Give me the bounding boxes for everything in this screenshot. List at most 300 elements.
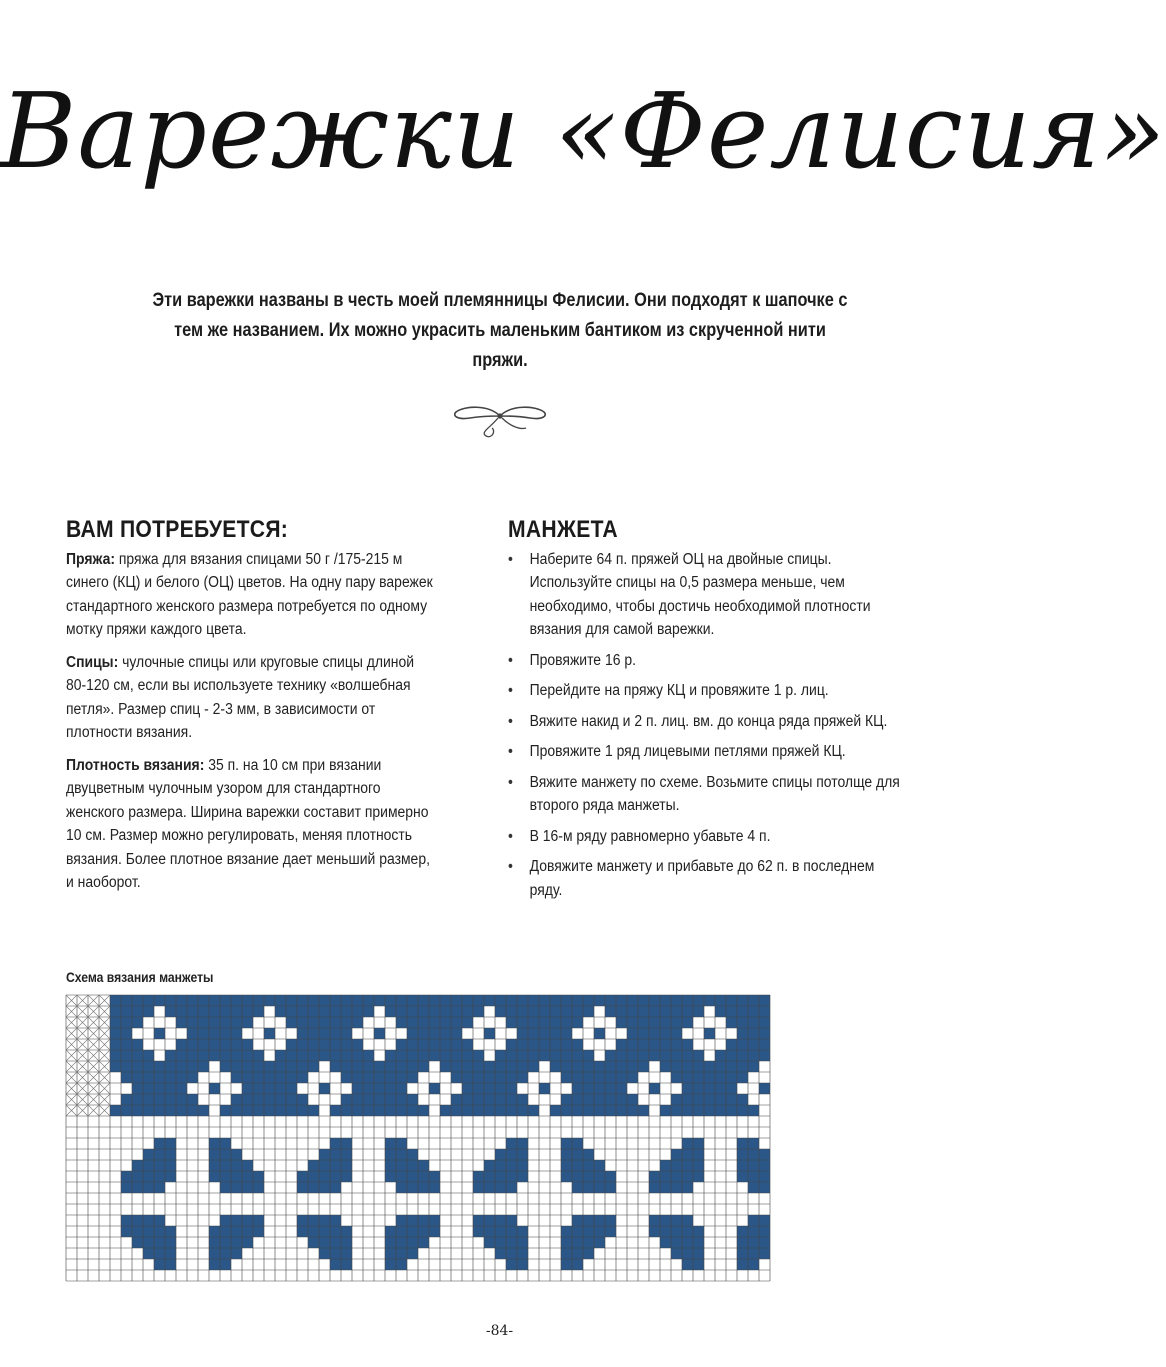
- chart-stitch: [517, 1083, 528, 1094]
- chart-stitch: [748, 1006, 759, 1017]
- chart-stitch: [407, 1226, 418, 1237]
- chart-stitch: [132, 1039, 143, 1050]
- chart-stitch: [649, 1083, 660, 1094]
- chart-stitch: [374, 1072, 385, 1083]
- chart-stitch: [594, 1160, 605, 1171]
- chart-stitch: [748, 1237, 759, 1248]
- chart-stitch: [187, 1028, 198, 1039]
- chart-stitch: [176, 1050, 187, 1061]
- chart-stitch: [704, 1017, 715, 1028]
- chart-stitch: [275, 1105, 286, 1116]
- chart-stitch: [198, 1105, 209, 1116]
- chart-stitch: [165, 1160, 176, 1171]
- chart-stitch: [451, 1017, 462, 1028]
- chart-stitch: [715, 1061, 726, 1072]
- chart-stitch: [352, 1039, 363, 1050]
- chart-stitch: [638, 1028, 649, 1039]
- chart-stitch: [352, 1105, 363, 1116]
- chart-stitch: [737, 1105, 748, 1116]
- chart-stitch: [110, 1061, 121, 1072]
- chart-stitch: [264, 1006, 275, 1017]
- chart-stitch: [407, 1017, 418, 1028]
- chart-stitch: [715, 1072, 726, 1083]
- chart-stitch: [660, 1006, 671, 1017]
- chart-stitch: [363, 1017, 374, 1028]
- chart-stitch: [539, 1094, 550, 1105]
- chart-stitch: [704, 1061, 715, 1072]
- chart-stitch: [605, 1072, 616, 1083]
- chart-stitch: [308, 1017, 319, 1028]
- chart-stitch: [341, 1050, 352, 1061]
- chart-stitch: [132, 1105, 143, 1116]
- chart-stitch: [209, 1017, 220, 1028]
- chart-stitch: [473, 1105, 484, 1116]
- chart-stitch: [132, 1028, 143, 1039]
- chart-stitch: [682, 1138, 693, 1149]
- chart-stitch: [308, 1105, 319, 1116]
- chart-stitch: [308, 995, 319, 1006]
- chart-stitch: [583, 1160, 594, 1171]
- gauge-label: Плотность вязания:: [66, 756, 205, 774]
- chart-stitch: [660, 1072, 671, 1083]
- chart-stitch: [561, 995, 572, 1006]
- chart-stitch: [737, 1138, 748, 1149]
- chart-stitch: [638, 1006, 649, 1017]
- chart-stitch: [693, 1171, 704, 1182]
- chart-stitch: [220, 1083, 231, 1094]
- chart-stitch: [660, 1039, 671, 1050]
- chart-stitch: [154, 1017, 165, 1028]
- chart-stitch: [528, 1105, 539, 1116]
- chart-stitch: [715, 1039, 726, 1050]
- cuff-step: • Перейдите на пряжу КЦ и провяжите 1 р. лиц.: [508, 679, 908, 703]
- chart-stitch: [671, 1248, 682, 1259]
- chart-stitch: [462, 1039, 473, 1050]
- chart-stitch: [506, 1237, 517, 1248]
- chart-stitch: [176, 1083, 187, 1094]
- chart-stitch: [110, 1105, 121, 1116]
- chart-stitch: [253, 1094, 264, 1105]
- chart-stitch: [407, 1094, 418, 1105]
- chart-stitch: [143, 1105, 154, 1116]
- chart-stitch: [209, 1149, 220, 1160]
- chart-stitch: [231, 1094, 242, 1105]
- chart-stitch: [253, 1083, 264, 1094]
- chart-stitch: [627, 1028, 638, 1039]
- chart-stitch: [242, 1171, 253, 1182]
- chart-stitch: [418, 1215, 429, 1226]
- chart-stitch: [154, 1050, 165, 1061]
- chart-stitch: [154, 1226, 165, 1237]
- chart-stitch: [132, 1094, 143, 1105]
- chart-stitch: [187, 1039, 198, 1050]
- chart-stitch: [671, 1160, 682, 1171]
- chart-stitch: [330, 1248, 341, 1259]
- needles-label: Спицы:: [66, 653, 119, 671]
- chart-stitch: [297, 995, 308, 1006]
- chart-stitch: [308, 1226, 319, 1237]
- chart-stitch: [385, 1171, 396, 1182]
- chart-stitch: [121, 1050, 132, 1061]
- chart-stitch: [143, 1160, 154, 1171]
- chart-stitch: [737, 1259, 748, 1270]
- chart-stitch: [649, 995, 660, 1006]
- chart-stitch: [165, 1105, 176, 1116]
- chart-stitch: [649, 1050, 660, 1061]
- chart-stitch: [231, 1061, 242, 1072]
- chart-stitch: [671, 1149, 682, 1160]
- chart-stitch: [385, 1050, 396, 1061]
- chart-stitch: [748, 1105, 759, 1116]
- chart-stitch: [627, 995, 638, 1006]
- materials-heading: ВАМ ПОТРЕБУЕТСЯ:: [66, 516, 289, 543]
- chart-stitch: [352, 995, 363, 1006]
- chart-stitch: [308, 1050, 319, 1061]
- chart-stitch: [561, 1138, 572, 1149]
- chart-stitch: [209, 995, 220, 1006]
- chart-stitch: [726, 995, 737, 1006]
- chart-stitch: [693, 1259, 704, 1270]
- chart-stitch: [242, 1160, 253, 1171]
- chart-stitch: [759, 1039, 770, 1050]
- chart-stitch: [110, 1094, 121, 1105]
- chart-stitch: [319, 1182, 330, 1193]
- chart-stitch: [209, 1237, 220, 1248]
- chart-stitch: [319, 1149, 330, 1160]
- chart-stitch: [660, 1171, 671, 1182]
- chart-stitch: [737, 1017, 748, 1028]
- chart-stitch: [187, 995, 198, 1006]
- chart-stitch: [561, 1061, 572, 1072]
- chart-stitch: [330, 1072, 341, 1083]
- chart-stitch: [462, 1061, 473, 1072]
- cuff-step: • Провяжите 1 ряд лицевыми петлями пряжей КЦ.: [508, 740, 908, 764]
- chart-stitch: [506, 1259, 517, 1270]
- chart-stitch: [418, 1083, 429, 1094]
- chart-stitch: [638, 1094, 649, 1105]
- chart-stitch: [176, 1017, 187, 1028]
- chart-stitch: [583, 1072, 594, 1083]
- chart-stitch: [407, 1182, 418, 1193]
- chart-stitch: [484, 1226, 495, 1237]
- chart-stitch: [286, 1061, 297, 1072]
- chart-stitch: [319, 995, 330, 1006]
- chart-stitch: [649, 1226, 660, 1237]
- chart-stitch: [154, 1182, 165, 1193]
- chart-stitch: [517, 1259, 528, 1270]
- chart-stitch: [418, 1039, 429, 1050]
- chart-stitch: [187, 1050, 198, 1061]
- chart-stitch: [220, 1248, 231, 1259]
- chart-stitch: [110, 1072, 121, 1083]
- chart-stitch: [726, 1105, 737, 1116]
- chart-stitch: [616, 1072, 627, 1083]
- chart-stitch: [363, 1105, 374, 1116]
- chart-stitch: [374, 1061, 385, 1072]
- chart-stitch: [429, 1006, 440, 1017]
- chart-stitch: [726, 1028, 737, 1039]
- chart-stitch: [759, 1006, 770, 1017]
- chart-stitch: [484, 1215, 495, 1226]
- chart-stitch: [649, 1171, 660, 1182]
- chart-stitch: [594, 1105, 605, 1116]
- chart-stitch: [330, 1105, 341, 1116]
- chart-stitch: [748, 1028, 759, 1039]
- chart-stitch: [220, 1050, 231, 1061]
- chart-stitch: [330, 1061, 341, 1072]
- chart-stitch: [341, 1248, 352, 1259]
- chart-stitch: [341, 1105, 352, 1116]
- chart-stitch: [704, 1094, 715, 1105]
- chart-stitch: [110, 995, 121, 1006]
- chart-stitch: [748, 995, 759, 1006]
- chart-stitch: [539, 995, 550, 1006]
- chart-stitch: [671, 995, 682, 1006]
- chart-stitch: [385, 1006, 396, 1017]
- chart-stitch: [759, 1050, 770, 1061]
- chart-stitch: [341, 1226, 352, 1237]
- chart-stitch: [660, 1083, 671, 1094]
- chart-stitch: [693, 1083, 704, 1094]
- chart-stitch: [473, 1006, 484, 1017]
- chart-stitch: [341, 1072, 352, 1083]
- chart-stitch: [154, 1028, 165, 1039]
- chart-stitch: [407, 1149, 418, 1160]
- chart-stitch: [385, 1083, 396, 1094]
- chart-stitch: [638, 995, 649, 1006]
- chart-stitch: [704, 1050, 715, 1061]
- chart-stitch: [506, 1094, 517, 1105]
- chart-stitch: [473, 1215, 484, 1226]
- chart-stitch: [154, 1160, 165, 1171]
- chart-stitch: [715, 1105, 726, 1116]
- chart-stitch: [154, 1105, 165, 1116]
- chart-stitch: [484, 1083, 495, 1094]
- chart-stitch: [759, 1215, 770, 1226]
- chart-stitch: [561, 1160, 572, 1171]
- chart-stitch: [110, 1028, 121, 1039]
- chart-stitch: [121, 1171, 132, 1182]
- chart-stitch: [429, 1017, 440, 1028]
- chart-stitch: [748, 1160, 759, 1171]
- chart-stitch: [231, 1160, 242, 1171]
- chart-stitch: [594, 1050, 605, 1061]
- chart-stitch: [352, 1006, 363, 1017]
- chart-stitch: [506, 1006, 517, 1017]
- chart-stitch: [693, 1138, 704, 1149]
- chart-stitch: [671, 1083, 682, 1094]
- chart-stitch: [264, 1094, 275, 1105]
- chart-stitch: [154, 1138, 165, 1149]
- chart-stitch: [572, 1105, 583, 1116]
- chart-stitch: [374, 1006, 385, 1017]
- chart-stitch: [495, 1171, 506, 1182]
- chart-stitch: [407, 1248, 418, 1259]
- chart-stitch: [682, 1006, 693, 1017]
- chart-stitch: [110, 1017, 121, 1028]
- chart-stitch: [473, 1017, 484, 1028]
- chart-stitch: [143, 1149, 154, 1160]
- chart-stitch: [253, 1017, 264, 1028]
- chart-stitch: [396, 1061, 407, 1072]
- chart-stitch: [264, 1039, 275, 1050]
- chart-stitch: [176, 995, 187, 1006]
- chart-stitch: [572, 1028, 583, 1039]
- chart-stitch: [484, 1171, 495, 1182]
- chart-stitch: [385, 1105, 396, 1116]
- chart-stitch: [627, 1105, 638, 1116]
- chart-stitch: [517, 995, 528, 1006]
- gauge-text: 35 п. на 10 см при вязании двуцветным чулочным узором для стандартного женского размера. Ширина варежки составит примерно 10 см. Размер можно регулировать, меняя плотность вязания. Более плотное вязание дает меньший размер, и наоборот.: [66, 756, 430, 891]
- chart-stitch: [242, 1006, 253, 1017]
- chart-stitch: [231, 1248, 242, 1259]
- chart-stitch: [759, 1083, 770, 1094]
- chart-stitch: [506, 1028, 517, 1039]
- chart-stitch: [539, 1050, 550, 1061]
- chart-stitch: [693, 1160, 704, 1171]
- chart-stitch: [748, 1083, 759, 1094]
- cuff-heading: МАНЖЕТА: [508, 516, 618, 543]
- chart-stitch: [495, 1017, 506, 1028]
- chart-stitch: [517, 1017, 528, 1028]
- chart-stitch: [693, 1237, 704, 1248]
- chart-stitch: [638, 1050, 649, 1061]
- chart-stitch: [308, 1215, 319, 1226]
- chart-stitch: [737, 1028, 748, 1039]
- chart-stitch: [176, 1028, 187, 1039]
- chart-stitch: [572, 1006, 583, 1017]
- chart-stitch: [374, 1017, 385, 1028]
- chart-stitch: [297, 1182, 308, 1193]
- chart-stitch: [660, 1028, 671, 1039]
- chart-stitch: [627, 1006, 638, 1017]
- cuff-step: • Вяжите манжету по схеме. Возьмите спицы потолще для второго ряда манжеты.: [508, 771, 908, 818]
- chart-stitch: [319, 1072, 330, 1083]
- chart-stitch: [143, 1171, 154, 1182]
- chart-stitch: [605, 1061, 616, 1072]
- chart-stitch: [132, 1226, 143, 1237]
- chart-stitch: [671, 1039, 682, 1050]
- chart-stitch: [231, 1028, 242, 1039]
- chart-stitch: [220, 1226, 231, 1237]
- chart-stitch: [748, 1039, 759, 1050]
- chart-stitch: [616, 1094, 627, 1105]
- chart-stitch: [121, 1182, 132, 1193]
- chart-stitch: [616, 1083, 627, 1094]
- chart-stitch: [594, 1094, 605, 1105]
- chart-stitch: [682, 1259, 693, 1270]
- chart-stitch: [495, 1149, 506, 1160]
- chart-stitch: [341, 1083, 352, 1094]
- chart-stitch: [330, 1160, 341, 1171]
- chart-stitch: [616, 1105, 627, 1116]
- chart-stitch: [143, 1094, 154, 1105]
- chart-stitch: [682, 1248, 693, 1259]
- chart-stitch: [759, 1105, 770, 1116]
- chart-stitch: [363, 1039, 374, 1050]
- chart-stitch: [330, 1094, 341, 1105]
- chart-stitch: [242, 995, 253, 1006]
- chart-stitch: [572, 1039, 583, 1050]
- chart-stitch: [242, 1039, 253, 1050]
- chart-stitch: [484, 1094, 495, 1105]
- cuff-knitting-chart: [66, 995, 779, 1288]
- chart-stitch: [473, 1226, 484, 1237]
- chart-stitch: [737, 1050, 748, 1061]
- chart-stitch: [319, 1006, 330, 1017]
- chart-stitch: [682, 1237, 693, 1248]
- chart-stitch: [209, 1138, 220, 1149]
- chart-stitch: [517, 1105, 528, 1116]
- chart-stitch: [198, 1028, 209, 1039]
- chart-stitch: [748, 1226, 759, 1237]
- chart-stitch: [231, 1006, 242, 1017]
- chart-stitch: [594, 1017, 605, 1028]
- chart-stitch: [110, 1006, 121, 1017]
- chart-stitch: [187, 1094, 198, 1105]
- chart-stitch: [297, 1050, 308, 1061]
- chart-stitch: [385, 1149, 396, 1160]
- chart-stitch: [759, 1171, 770, 1182]
- chart-stitch: [759, 1072, 770, 1083]
- chart-stitch: [110, 1083, 121, 1094]
- chart-stitch: [572, 1017, 583, 1028]
- chart-stitch: [429, 1182, 440, 1193]
- chart-stitch: [440, 1028, 451, 1039]
- chart-stitch: [176, 1006, 187, 1017]
- chart-stitch: [495, 1226, 506, 1237]
- chart-stitch: [220, 1061, 231, 1072]
- cuff-step: • Вяжите накид и 2 п. лиц. вм. до конца ряда пряжей КЦ.: [508, 710, 908, 734]
- chart-stitch: [660, 1050, 671, 1061]
- chart-stitch: [264, 1017, 275, 1028]
- chart-stitch: [550, 1050, 561, 1061]
- chart-stitch: [374, 1083, 385, 1094]
- chart-stitch: [418, 1017, 429, 1028]
- chart-stitch: [429, 1072, 440, 1083]
- chart-stitch: [605, 1039, 616, 1050]
- chart-stitch: [110, 1050, 121, 1061]
- chart-stitch: [330, 1215, 341, 1226]
- chart-stitch: [154, 1061, 165, 1072]
- chart-stitch: [407, 1028, 418, 1039]
- chart-stitch: [407, 1105, 418, 1116]
- chart-stitch: [352, 1028, 363, 1039]
- chart-stitch: [506, 1039, 517, 1050]
- chart-stitch: [583, 1083, 594, 1094]
- chart-stitch: [407, 995, 418, 1006]
- chart-stitch: [319, 1105, 330, 1116]
- chart-stitch: [198, 1017, 209, 1028]
- chart-stitch: [704, 1072, 715, 1083]
- chart-stitch: [242, 1028, 253, 1039]
- chart-stitch: [154, 995, 165, 1006]
- chart-stitch: [748, 1138, 759, 1149]
- chart-stitch: [121, 995, 132, 1006]
- chart-stitch: [517, 1248, 528, 1259]
- chart-stitch: [297, 1215, 308, 1226]
- chart-stitch: [220, 1028, 231, 1039]
- chart-stitch: [506, 1248, 517, 1259]
- chart-stitch: [154, 1248, 165, 1259]
- chart-stitch: [649, 1105, 660, 1116]
- chart-stitch: [341, 1094, 352, 1105]
- chart-stitch: [550, 1105, 561, 1116]
- chart-stitch: [715, 1050, 726, 1061]
- chart-stitch: [308, 1171, 319, 1182]
- chart-stitch: [352, 1050, 363, 1061]
- chart-stitch: [264, 1072, 275, 1083]
